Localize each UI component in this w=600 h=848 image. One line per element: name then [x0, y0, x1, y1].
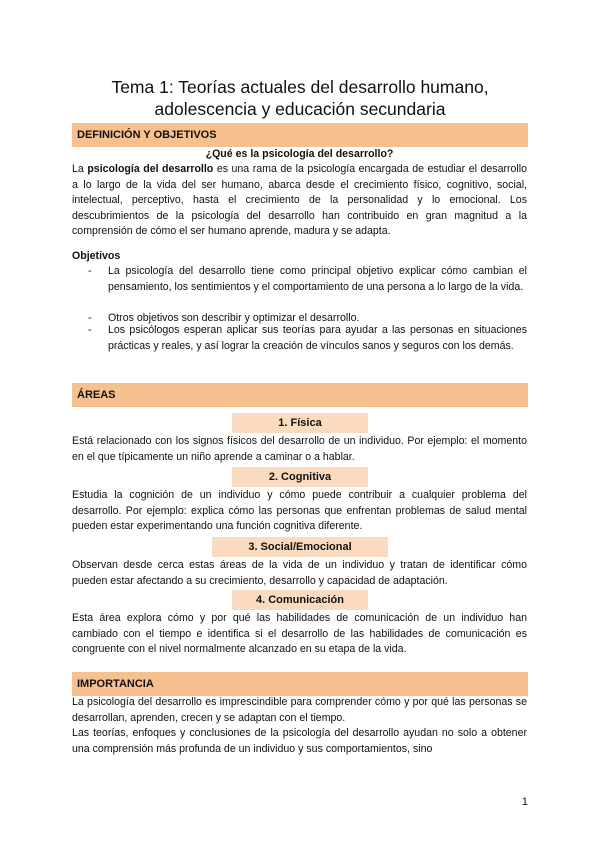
area-text-comunicacion: Esta área explora cómo y por qué las habilidades de comunicación de un individuo han cambiado con el tiempo e identifica si el desarrollo de las habilidades de comunicación es congruente con el nivel normalmente alcanzado en su etapa de la vida.	[72, 612, 527, 656]
document-title	[70, 76, 530, 120]
section-heading-importance: IMPORTANCIA	[72, 672, 528, 696]
importance-paragraph-1: La psicología del desarrollo es imprescindible para comprender cómo y por qué las personas se desarrollan, aprenden, crecen y se adaptan con el tiempo.	[72, 696, 527, 724]
objective-text: La psicología del desarrollo tiene como principal objetivo explicar cómo cambian el pensamiento, los sentimientos y el comportamiento de una persona a lo largo de la vida.	[108, 265, 527, 293]
importance-paragraph-2: Las teorías, enfoques y conclusiones de la psicología del desarrollo ayudan no solo a obtener una comprensión más profunda de un individuo y sus comportamientos, sino	[72, 727, 527, 755]
objectives-title: Objetivos	[72, 250, 121, 262]
intro-bold-term: psicología del desarrollo	[87, 163, 214, 175]
definition-intro	[72, 162, 527, 240]
objective-text: Los psicólogos esperan aplicar sus teorías para ayudar a las personas en situaciones prácticas y reales, y así lograr la creación de vínculos sanos y seguros con los demás.	[108, 324, 527, 352]
intro-rest: es una rama de la psicología encargada de estudiar el desarrollo a lo largo de la vida del ser humano, abarca desde el crecimiento físico, cognitivo, social, intelectual, perceptivo, hasta el crecimiento de la personalidad y lo emocional. Los descubrimientos de la psicología del desarrollo han contribuido en gran magnitud a la comprensión de cómo el ser humano aprende, madura y se adapta.	[72, 163, 528, 238]
list-dash: -	[88, 312, 92, 324]
section-heading-areas: ÁREAS	[72, 383, 528, 407]
area-label-social: 3. Social/Emocional	[212, 537, 388, 557]
area-label-comunicacion: 4. Comunicación	[232, 590, 368, 610]
area-text-fisica: Está relacionado con los signos físicos del desarrollo de un individuo. Por ejemplo: el momento en el que típicamente un niño aprende a caminar o a hablar.	[72, 435, 527, 463]
list-dash: -	[88, 265, 92, 277]
area-text-cognitiva: Estudia la cognición de un individuo y cómo puede contribuir a cualquier problema del desarrollo. Por ejemplo: explica cómo las personas que enfrentan problemas de salud mental pueden estar experimentando una función cognitiva diferente.	[72, 489, 527, 533]
list-dash: -	[88, 324, 92, 336]
title-line-1: Tema 1: Teorías actuales del desarrollo humano,	[111, 77, 489, 97]
intro-lead: La	[72, 163, 84, 175]
objective-item	[88, 264, 527, 295]
definition-question: ¿Qué es la psicología del desarrollo?	[205, 148, 394, 160]
title-line-2: adolescencia y educación secundaria	[154, 99, 446, 119]
area-label-cognitiva: 2. Cognitiva	[232, 467, 368, 487]
objective-item	[88, 323, 527, 354]
area-text-social: Observan desde cerca estas áreas de la vida de un individuo y tratan de identificar cómo pueden estar afectando a su crecimiento, desarrollo y capacidad de adaptación.	[72, 559, 527, 587]
page-number: 1	[521, 796, 528, 808]
objective-text: Otros objetivos son describir y optimizar el desarrollo.	[108, 312, 360, 324]
area-label-fisica: 1. Física	[232, 413, 368, 433]
section-heading-definition: DEFINICIÓN Y OBJETIVOS	[72, 123, 528, 147]
